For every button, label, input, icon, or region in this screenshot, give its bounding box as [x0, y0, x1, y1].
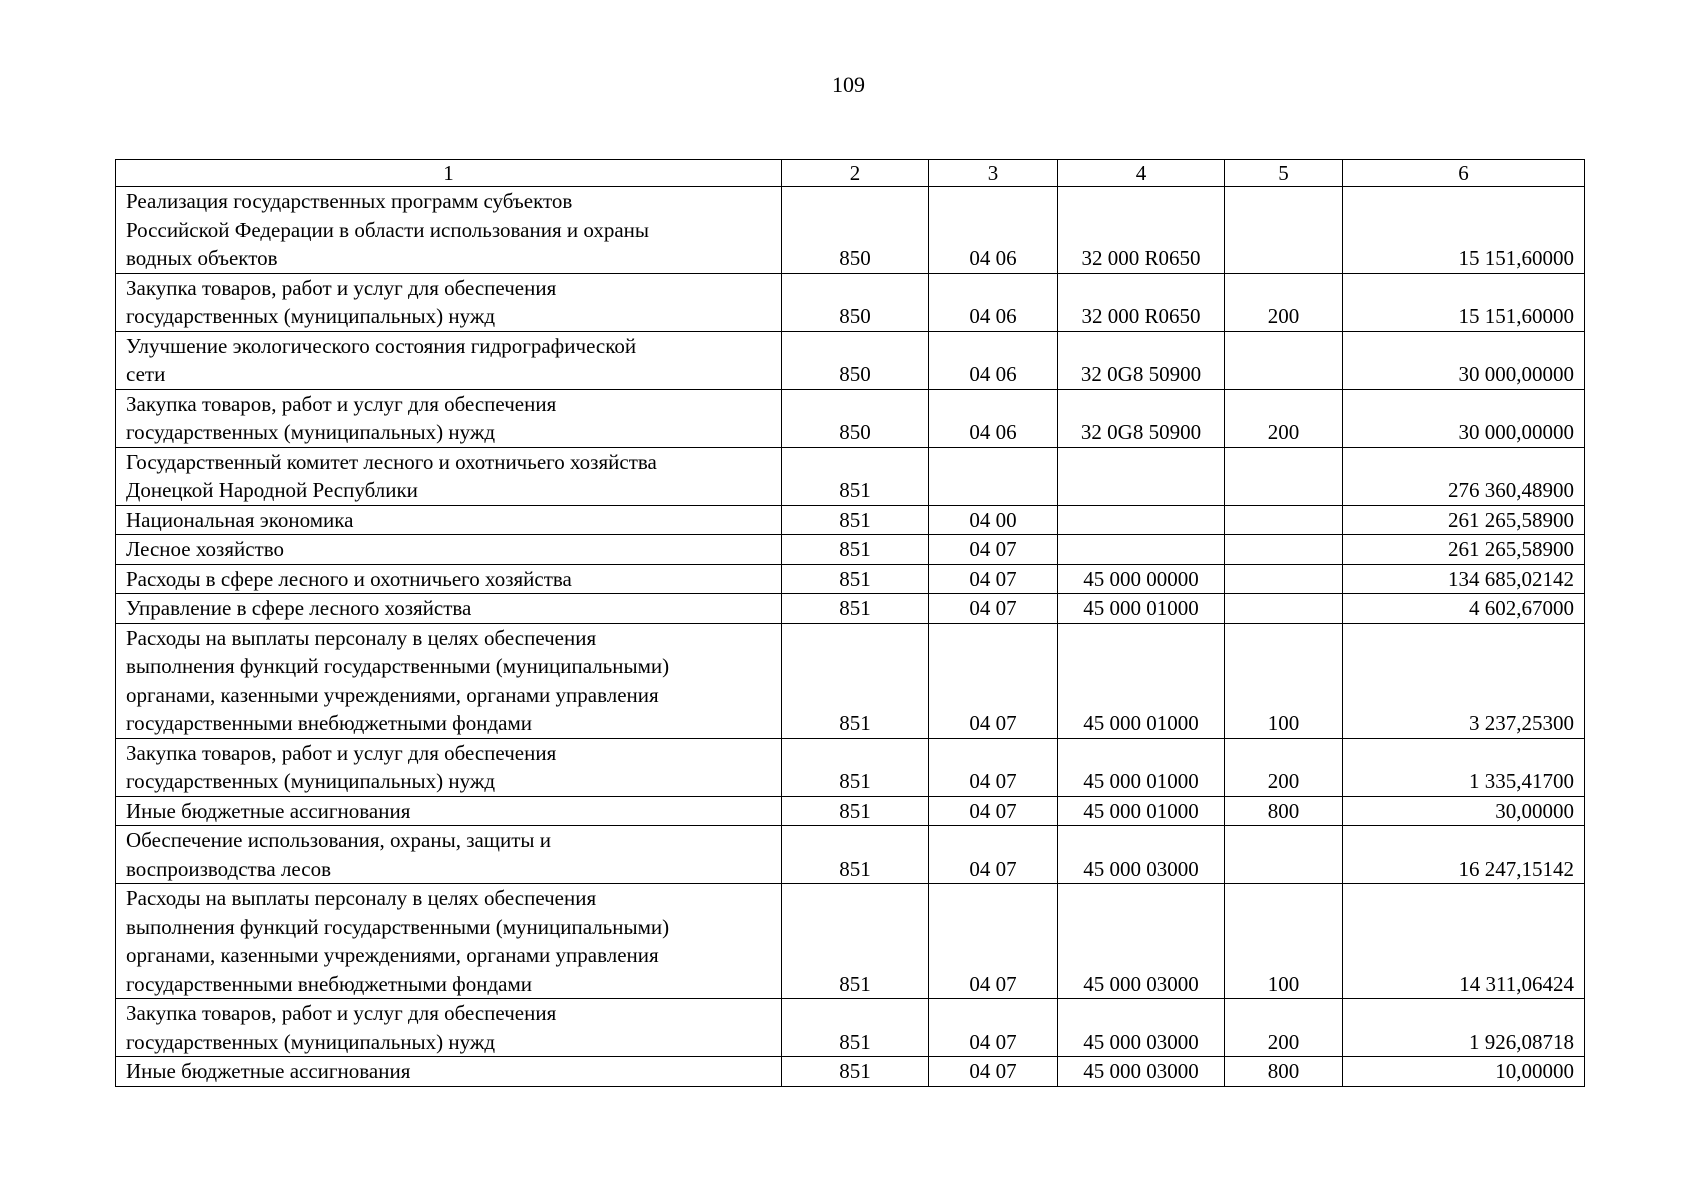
description-line: Иные бюджетные ассигнования	[126, 1059, 411, 1083]
description-line: Национальная экономика	[126, 507, 354, 532]
target-article-cell: 45 000 03000	[1058, 826, 1225, 884]
amount-cell: 30 000,00000	[1343, 331, 1585, 389]
expense-type-cell	[1225, 505, 1343, 535]
description-line: Обеспечение использования, охраны, защиты и	[126, 828, 551, 852]
description-cell	[116, 564, 782, 594]
department-code-cell: 851	[782, 623, 929, 738]
section-code-cell	[929, 447, 1058, 505]
amount-cell: 15 151,60000	[1343, 273, 1585, 331]
table-row	[116, 564, 1585, 594]
page-number: 109	[832, 72, 865, 97]
section-code-cell: 04 07	[929, 999, 1058, 1057]
target-article-cell: 32 0G8 50900	[1058, 331, 1225, 389]
description-line: водных объектов	[126, 246, 278, 270]
description-line: выполнения функций государственными (муниципальными)	[126, 654, 670, 678]
section-code-cell: 04 07	[929, 1057, 1058, 1087]
department-code-cell: 851	[782, 826, 929, 884]
expense-type-cell	[1225, 564, 1343, 594]
section-code-cell: 04 00	[929, 505, 1058, 535]
description-line: Закупка товаров, работ и услуг для обеспечения	[126, 275, 557, 300]
department-code-cell: 851	[782, 884, 929, 999]
header-cell-3: 3	[929, 160, 1058, 187]
target-article-cell	[1058, 535, 1225, 565]
expense-type-cell	[1225, 826, 1343, 884]
expense-type-cell: 800	[1225, 796, 1343, 826]
budget-table	[115, 159, 1585, 1087]
section-code-cell: 04 06	[929, 331, 1058, 389]
target-article-cell: 45 000 01000	[1058, 594, 1225, 624]
description-cell	[116, 535, 782, 565]
target-article-cell: 45 000 01000	[1058, 796, 1225, 826]
expense-type-cell: 100	[1225, 623, 1343, 738]
department-code-cell: 850	[782, 187, 929, 274]
table-row	[116, 623, 1585, 738]
description-line: сети	[126, 362, 166, 386]
header-cell-4: 4	[1058, 160, 1225, 187]
target-article-cell: 45 000 03000	[1058, 884, 1225, 999]
expense-type-cell: 100	[1225, 884, 1343, 999]
amount-cell: 30,00000	[1343, 796, 1585, 826]
description-cell	[116, 826, 782, 884]
section-code-cell: 04 07	[929, 564, 1058, 594]
target-article-cell: 45 000 00000	[1058, 564, 1225, 594]
description-cell	[116, 331, 782, 389]
table-row	[116, 505, 1585, 535]
description-line: органами, казенными учреждениями, органами управления	[126, 943, 659, 967]
description-line: органами, казенными учреждениями, органами управления	[126, 682, 659, 707]
amount-cell: 1 926,08718	[1343, 999, 1585, 1057]
description-cell	[116, 447, 782, 505]
description-line: Государственный комитет лесного и охотничьего хозяйства	[126, 449, 657, 474]
expense-type-cell: 800	[1225, 1057, 1343, 1087]
table-row	[116, 535, 1585, 565]
description-line: Управление в сфере лесного хозяйства	[126, 596, 472, 620]
section-code-cell: 04 06	[929, 273, 1058, 331]
description-line: Расходы на выплаты персоналу в целях обеспечения	[126, 625, 597, 650]
section-code-cell: 04 07	[929, 535, 1058, 565]
table-row	[116, 999, 1585, 1057]
department-code-cell: 851	[782, 999, 929, 1057]
department-code-cell: 851	[782, 505, 929, 535]
description-line: Лесное хозяйство	[126, 537, 284, 561]
description-line: Закупка товаров, работ и услуг для обеспечения	[126, 1001, 557, 1025]
amount-cell: 4 602,67000	[1343, 594, 1585, 624]
target-article-cell	[1058, 505, 1225, 535]
table-row	[116, 447, 1585, 505]
description-line: Реализация государственных программ субъектов	[126, 189, 573, 213]
expense-type-cell	[1225, 535, 1343, 565]
expense-type-cell: 200	[1225, 738, 1343, 796]
description-cell	[116, 273, 782, 331]
target-article-cell: 32 000 R0650	[1058, 187, 1225, 274]
section-code-cell: 04 07	[929, 796, 1058, 826]
amount-cell: 261 265,58900	[1343, 535, 1585, 565]
expense-type-cell: 200	[1225, 273, 1343, 331]
amount-cell: 10,00000	[1343, 1057, 1585, 1087]
expense-type-cell	[1225, 187, 1343, 274]
amount-cell: 276 360,48900	[1343, 447, 1585, 505]
department-code-cell: 850	[782, 331, 929, 389]
department-code-cell: 850	[782, 389, 929, 447]
description-cell	[116, 1057, 782, 1087]
description-cell	[116, 505, 782, 535]
description-cell	[116, 623, 782, 738]
description-cell	[116, 796, 782, 826]
description-cell	[116, 738, 782, 796]
department-code-cell: 851	[782, 1057, 929, 1087]
description-line: государственными внебюджетными фондами	[126, 971, 533, 996]
table-row	[116, 796, 1585, 826]
section-code-cell: 04 06	[929, 389, 1058, 447]
description-cell	[116, 999, 782, 1057]
header-row	[116, 160, 1585, 187]
description-line: Иные бюджетные ассигнования	[126, 798, 411, 823]
amount-cell: 30 000,00000	[1343, 389, 1585, 447]
expense-type-cell	[1225, 331, 1343, 389]
amount-cell: 1 335,41700	[1343, 738, 1585, 796]
description-line: Донецкой Народной Республики	[126, 478, 418, 502]
description-line: государственных (муниципальных) нужд	[126, 420, 496, 444]
header-cell-2: 2	[782, 160, 929, 187]
description-line: государственных (муниципальных) нужд	[126, 769, 496, 793]
table-row	[116, 738, 1585, 796]
description-line: Закупка товаров, работ и услуг для обеспечения	[126, 391, 557, 416]
table-row	[116, 187, 1585, 274]
expense-type-cell: 200	[1225, 389, 1343, 447]
department-code-cell: 850	[782, 273, 929, 331]
expense-type-cell: 200	[1225, 999, 1343, 1057]
target-article-cell: 45 000 01000	[1058, 623, 1225, 738]
description-cell	[116, 594, 782, 624]
description-cell	[116, 187, 782, 274]
description-line: государственными внебюджетными фондами	[126, 711, 533, 735]
expense-type-cell	[1225, 447, 1343, 505]
amount-cell: 15 151,60000	[1343, 187, 1585, 274]
section-code-cell: 04 07	[929, 738, 1058, 796]
table-row	[116, 389, 1585, 447]
target-article-cell	[1058, 447, 1225, 505]
table-row	[116, 884, 1585, 999]
department-code-cell: 851	[782, 738, 929, 796]
target-article-cell: 45 000 03000	[1058, 999, 1225, 1057]
expense-type-cell	[1225, 594, 1343, 624]
target-article-cell: 45 000 01000	[1058, 738, 1225, 796]
description-line: государственных (муниципальных) нужд	[126, 1029, 496, 1054]
amount-cell: 261 265,58900	[1343, 505, 1585, 535]
section-code-cell: 04 06	[929, 187, 1058, 274]
amount-cell: 14 311,06424	[1343, 884, 1585, 999]
description-line: Российской Федерации в области использования и охраны	[126, 217, 650, 242]
target-article-cell: 45 000 03000	[1058, 1057, 1225, 1087]
department-code-cell: 851	[782, 447, 929, 505]
description-line: Улучшение экологического состояния гидрографической	[126, 333, 637, 358]
table-row	[116, 273, 1585, 331]
table-row	[116, 594, 1585, 624]
description-line: Расходы на выплаты персоналу в целях обеспечения	[126, 886, 597, 910]
target-article-cell: 32 000 R0650	[1058, 273, 1225, 331]
table-row	[116, 1057, 1585, 1087]
description-line: выполнения функций государственными (муниципальными)	[126, 914, 670, 939]
target-article-cell: 32 0G8 50900	[1058, 389, 1225, 447]
section-code-cell: 04 07	[929, 594, 1058, 624]
amount-cell: 134 685,02142	[1343, 564, 1585, 594]
header-cell-1: 1	[116, 160, 782, 187]
description-line: Закупка товаров, работ и услуг для обеспечения	[126, 740, 557, 765]
description-cell	[116, 884, 782, 999]
department-code-cell: 851	[782, 564, 929, 594]
description-cell	[116, 389, 782, 447]
section-code-cell: 04 07	[929, 884, 1058, 999]
department-code-cell: 851	[782, 535, 929, 565]
amount-cell: 16 247,15142	[1343, 826, 1585, 884]
header-cell-6: 6	[1343, 160, 1585, 187]
table-row	[116, 826, 1585, 884]
table-row	[116, 331, 1585, 389]
department-code-cell: 851	[782, 594, 929, 624]
department-code-cell: 851	[782, 796, 929, 826]
header-cell-5: 5	[1225, 160, 1343, 187]
description-line: воспроизводства лесов	[126, 856, 332, 881]
table-body	[116, 160, 1585, 1087]
section-code-cell: 04 07	[929, 623, 1058, 738]
amount-cell: 3 237,25300	[1343, 623, 1585, 738]
description-line: Расходы в сфере лесного и охотничьего хозяйства	[126, 566, 572, 591]
section-code-cell: 04 07	[929, 826, 1058, 884]
description-line: государственных (муниципальных) нужд	[126, 304, 496, 328]
